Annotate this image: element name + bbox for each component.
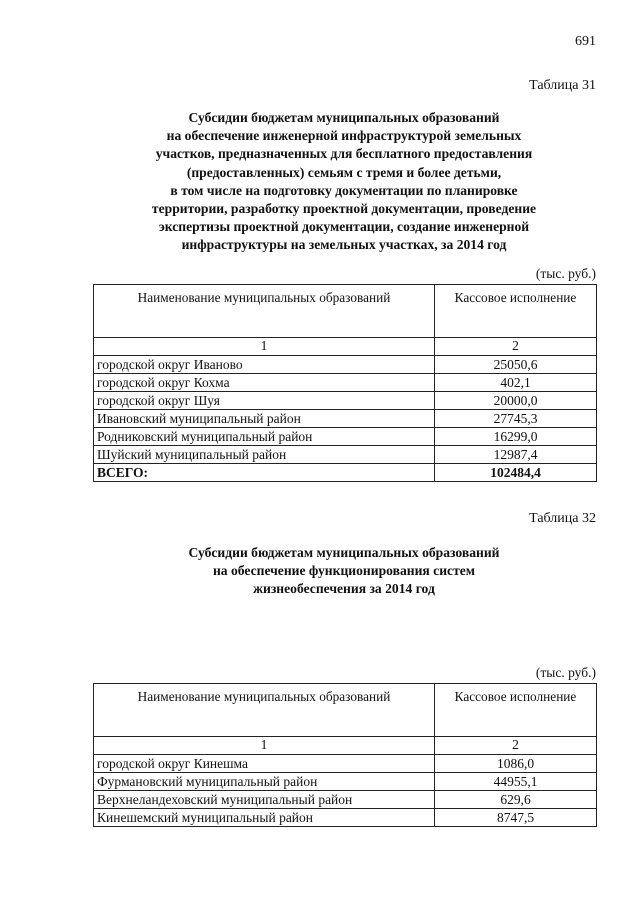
table-31-title (94, 109, 594, 255)
municipality-name: Верхнеландеховский муниципальный район (94, 791, 435, 809)
column-number-row (94, 338, 597, 356)
table-31-units: (тыс. руб.) (535, 266, 596, 281)
title-line: на обеспечение инженерной инфраструктурой земельных (166, 128, 522, 144)
table-row (94, 392, 597, 410)
title-line: Субсидии бюджетам муниципальных образований (188, 110, 500, 125)
municipality-name: городской округ Иваново (94, 356, 435, 374)
cash-value: 1086,0 (435, 755, 597, 773)
table-row (94, 374, 597, 392)
column-header-name: Наименование муниципальных образований (94, 285, 435, 338)
cash-value: 402,1 (435, 374, 597, 392)
column-header-value: Кассовое исполнение (435, 285, 597, 338)
column-header-name: Наименование муниципальных образований (94, 684, 435, 737)
column-header-value: Кассовое исполнение (435, 684, 597, 737)
total-label: ВСЕГО: (94, 464, 435, 482)
title-line: территории, разработку проектной документации, проведение (151, 201, 537, 217)
table-32-title (94, 544, 594, 599)
table-row (94, 428, 597, 446)
title-line: (предоставленных) семьям с тремя и более детьми, (186, 164, 502, 180)
column-number: 1 (94, 338, 435, 356)
municipality-name: Кинешемский муниципальный район (94, 809, 435, 827)
municipality-name: Родниковский муниципальный район (94, 428, 435, 446)
municipality-name: городской округ Кохма (94, 374, 435, 392)
column-number-row (94, 737, 597, 755)
table-32-label: Таблица 32 (529, 511, 596, 526)
title-line: инфраструктуры на земельных участках, за 2014 год (181, 237, 507, 253)
table-row (94, 410, 597, 428)
cash-value: 25050,6 (435, 356, 597, 374)
table-row (94, 356, 597, 374)
table-31-label: Таблица 31 (529, 78, 596, 93)
table-32 (93, 683, 597, 827)
title-line: экспертизы проектной документации, создание инженерной (158, 219, 530, 235)
cash-value: 12987,4 (435, 446, 597, 464)
title-line: участков, предназначенных для бесплатного предоставления (155, 146, 533, 162)
title-line: Субсидии бюджетам муниципальных образований (188, 545, 500, 560)
cash-value: 8747,5 (435, 809, 597, 827)
title-line: жизнеобеспечения за 2014 год (253, 581, 435, 597)
table-31 (93, 284, 597, 482)
cash-value: 44955,1 (435, 773, 597, 791)
table-row (94, 773, 597, 791)
municipality-name: Фурмановский муниципальный район (94, 773, 435, 791)
column-number: 1 (94, 737, 435, 755)
table-row (94, 791, 597, 809)
total-value: 102484,4 (435, 464, 597, 482)
title-line: в том числе на подготовку документации по планировке (170, 182, 518, 198)
column-number: 2 (435, 338, 597, 356)
cash-value: 16299,0 (435, 428, 597, 446)
municipality-name: Ивановский муниципальный район (94, 410, 435, 428)
table-row (94, 755, 597, 773)
cash-value: 27745,3 (435, 410, 597, 428)
total-row (94, 464, 597, 482)
cash-value: 20000,0 (435, 392, 597, 410)
municipality-name: городской округ Кинешма (94, 755, 435, 773)
table-row (94, 809, 597, 827)
table-header-row (94, 285, 597, 338)
column-number: 2 (435, 737, 597, 755)
table-header-row (94, 684, 597, 737)
title-line: на обеспечение функционирования систем (212, 563, 476, 579)
page-number: 691 (575, 34, 596, 49)
municipality-name: Шуйский муниципальный район (94, 446, 435, 464)
municipality-name: городской округ Шуя (94, 392, 435, 410)
cash-value: 629,6 (435, 791, 597, 809)
table-32-units: (тыс. руб.) (535, 665, 596, 680)
table-row (94, 446, 597, 464)
